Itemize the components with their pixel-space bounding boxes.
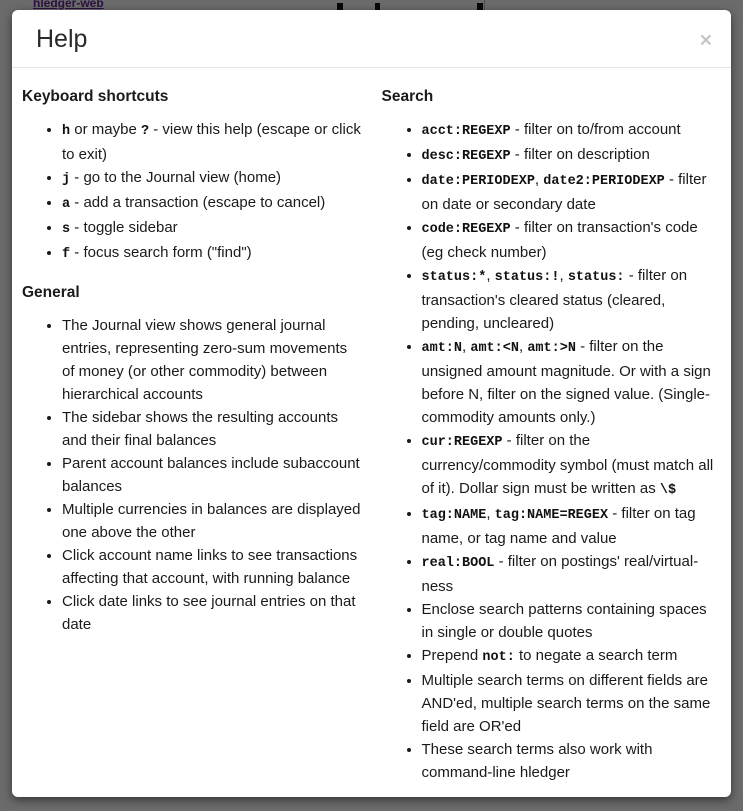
text-run: - filter on to/from account [510,121,681,138]
list-item [62,452,362,498]
list-item [422,429,722,502]
search-syntax-list [382,118,722,784]
inline-code: amt:>N [527,341,576,356]
inline-code: status:* [421,270,487,285]
inline-code: \$ [659,483,677,498]
inline-code: amt:N [421,341,463,356]
text-run: , [518,338,528,355]
general-list [22,314,362,636]
text-run: Click date links to see journal entries on that date [62,593,356,633]
section-heading-general: General [22,284,80,301]
section-heading-search: Search [381,88,434,105]
list-item [422,264,722,335]
text-run: Enclose search patterns containing spaces in single or double quotes [421,601,707,641]
inline-code: j [62,172,71,187]
text-run: , [486,267,495,284]
list-item [422,168,722,216]
text-run: - filter on tag name, or tag name and value [421,505,696,547]
inline-code: code:REGEXP [421,222,511,237]
text-run: These search terms also work with command-line hledger [421,741,653,781]
inline-code: a [62,197,71,212]
inline-code: date:PERIODEXP [421,174,535,189]
list-item [422,598,722,644]
text-run: - go to the Journal view (home) [70,169,282,186]
inline-code: cur:REGEXP [421,435,503,450]
text-run: - filter on date or secondary date [421,171,707,213]
close-icon[interactable]: × [699,29,712,52]
list-item [62,498,362,544]
list-item [422,669,722,738]
list-item [62,166,362,191]
text-run: Click account name links to see transactions affecting that account, with running balance [62,547,358,587]
list-item [62,241,362,266]
text-run: The sidebar shows the resulting accounts and their final balances [62,409,338,449]
text-run: , [462,338,471,355]
text-run: - filter on the currency/commodity symbol (must match all of it). Dollar sign must be written as [421,432,714,497]
list-item [422,335,722,429]
list-item [422,550,722,598]
list-item [62,118,362,166]
inline-code: ? [140,124,150,139]
list-item [62,406,362,452]
text-run: The Journal view shows general journal entries, representing zero-sum movements of money (or other commodity) between hierarchical accounts [62,317,348,403]
inline-code: date2:PERIODEXP [543,174,665,189]
text-run: - filter on transaction's cleared status (cleared, pending, uncleared) [421,267,688,332]
list-item [62,544,362,590]
list-item [422,118,722,143]
list-item [62,590,362,636]
left-column [12,70,372,796]
modal-header [12,10,731,68]
text-run: Prepend [421,647,483,664]
text-run: or maybe [70,121,141,138]
text-run: Multiple search terms on different fields are AND'ed, multiple search terms on the same field are OR'ed [421,672,711,735]
inline-code: status:! [494,270,560,285]
text-run: , [486,505,495,522]
text-run: - filter on transaction's code (eg check number) [421,219,698,261]
modal-title: Help [36,25,88,53]
list-item [422,502,722,550]
inline-code: tag:NAME=REGEX [494,508,609,523]
inline-code: real:BOOL [421,556,495,571]
inline-code: status: [567,270,625,285]
text-run: - filter on description [510,146,650,163]
right-column [372,70,732,796]
inline-code: tag:NAME [421,508,487,523]
inline-code: desc:REGEXP [421,149,511,164]
inline-code: f [62,247,71,262]
inline-code: s [62,222,71,237]
list-item [422,644,722,669]
inline-code: h [62,124,71,139]
text-run: , [559,267,568,284]
list-item [62,314,362,406]
text-run: Multiple currencies in balances are displayed one above the other [62,501,361,541]
list-item [422,216,722,264]
list-item [62,216,362,241]
text-run: - view this help (escape or click to exit) [62,121,361,163]
text-run: - toggle sidebar [70,219,178,236]
text-run: - filter on postings' real/virtual-ness [421,553,699,595]
help-modal [12,10,731,797]
text-run: - add a transaction (escape to cancel) [70,194,326,211]
text-run: Parent account balances include subaccount balances [62,455,360,495]
inline-code: amt:<N [470,341,519,356]
list-item [422,143,722,168]
text-run: to negate a search term [514,647,678,664]
modal-body [12,68,731,797]
text-run: - filter on the unsigned amount magnitude. Or with a sign before N, filter on the signed value. (Single-commodity amounts only.) [421,338,711,426]
inline-code: not: [482,650,515,665]
text-run: - focus search form ("find") [70,244,252,261]
section-heading-keyboard-shortcuts: Keyboard shortcuts [22,88,169,105]
list-item [422,738,722,784]
keyboard-shortcuts-list [22,118,362,266]
list-item [62,191,362,216]
text-run: , [534,171,544,188]
inline-code: acct:REGEXP [421,124,511,139]
